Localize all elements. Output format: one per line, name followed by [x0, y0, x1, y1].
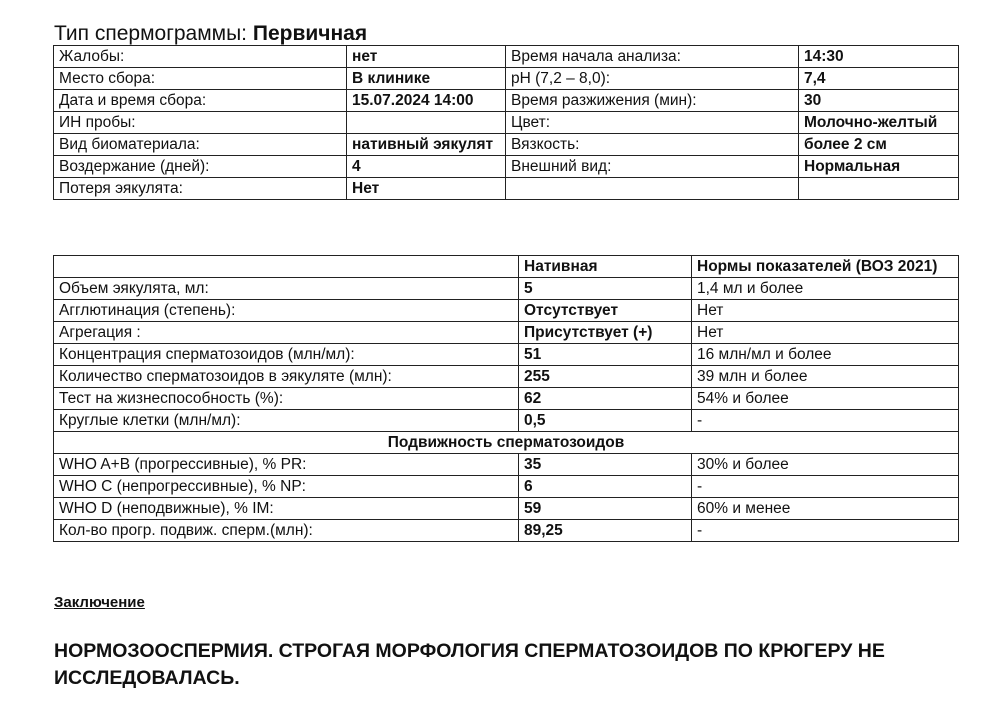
info-label: Внешний вид: — [506, 156, 799, 178]
param-norm: Нет — [692, 300, 959, 322]
table-row — [54, 300, 959, 322]
table-row — [54, 388, 959, 410]
conclusion-label: Заключение — [54, 594, 145, 611]
info-value: нативный эякулят — [347, 134, 506, 156]
param-norm: - — [692, 410, 959, 432]
info-label: ИН пробы: — [54, 112, 347, 134]
page-title — [54, 21, 367, 47]
table-row — [54, 278, 959, 300]
info-label: Время разжижения (мин): — [506, 90, 799, 112]
info-label: Цвет: — [506, 112, 799, 134]
param-value: 51 — [519, 344, 692, 366]
title-value: Первичная — [252, 22, 368, 45]
table-row — [54, 344, 959, 366]
param-label: Тест на жизнеспособность (%): — [54, 388, 519, 410]
param-norm: 60% и менее — [692, 498, 959, 520]
param-label: WHO A+B (прогрессивные), % PR: — [54, 454, 519, 476]
info-label: Дата и время сбора: — [54, 90, 347, 112]
param-label: WHO D (неподвижные), % IM: — [54, 498, 519, 520]
param-norm: 54% и более — [692, 388, 959, 410]
param-value: 89,25 — [519, 520, 692, 542]
param-value: Отсутствует — [519, 300, 692, 322]
native-column-header: Нативная — [519, 256, 692, 278]
info-value: более 2 см — [799, 134, 959, 156]
norms-column-header: Нормы показателей (ВОЗ 2021) — [692, 256, 959, 278]
info-value: Молочно-желтый — [799, 112, 959, 134]
info-label: pH (7,2 – 8,0): — [506, 68, 799, 90]
info-label: Воздержание (дней): — [54, 156, 347, 178]
param-value: 255 — [519, 366, 692, 388]
table-row — [54, 46, 959, 68]
title-prefix: Тип спермограммы: — [54, 22, 248, 45]
info-value: 30 — [799, 90, 959, 112]
info-value: нет — [347, 46, 506, 68]
param-label: WHO C (непрогрессивные), % NP: — [54, 476, 519, 498]
info-label: Вид биоматериала: — [54, 134, 347, 156]
table-header-row — [54, 256, 959, 278]
param-norm: - — [692, 520, 959, 542]
table-row — [54, 498, 959, 520]
param-norm: 39 млн и более — [692, 366, 959, 388]
table-row — [54, 68, 959, 90]
info-value: 4 — [347, 156, 506, 178]
info-value: 15.07.2024 14:00 — [347, 90, 506, 112]
param-label: Агглютинация (степень): — [54, 300, 519, 322]
info-label: Место сбора: — [54, 68, 347, 90]
param-value: Присутствует (+) — [519, 322, 692, 344]
info-value: 7,4 — [799, 68, 959, 90]
sample-info-table — [53, 45, 959, 200]
table-row — [54, 112, 959, 134]
motility-section-row — [54, 432, 959, 454]
info-label: Время начала анализа: — [506, 46, 799, 68]
info-value: Нет — [347, 178, 506, 200]
info-label: Потеря эякулята: — [54, 178, 347, 200]
conclusion-text: НОРМОЗООСПЕРМИЯ. СТРОГАЯ МОРФОЛОГИЯ СПЕРМАТОЗОИДОВ ПО КРЮГЕРУ НЕ ИССЛЕДОВАЛАСЬ. — [54, 640, 885, 689]
info-label — [506, 178, 799, 200]
param-label: Количество сперматозоидов в эякуляте (млн): — [54, 366, 519, 388]
table-row — [54, 410, 959, 432]
param-norm: 30% и более — [692, 454, 959, 476]
table-row — [54, 322, 959, 344]
info-value — [799, 178, 959, 200]
param-label: Круглые клетки (млн/мл): — [54, 410, 519, 432]
param-value: 35 — [519, 454, 692, 476]
info-value — [347, 112, 506, 134]
table-row — [54, 454, 959, 476]
param-value: 0,5 — [519, 410, 692, 432]
semen-analysis-table — [53, 255, 959, 542]
table-row — [54, 134, 959, 156]
param-label: Объем эякулята, мл: — [54, 278, 519, 300]
param-norm: - — [692, 476, 959, 498]
param-label: Агрегация : — [54, 322, 519, 344]
param-value: 62 — [519, 388, 692, 410]
table-row — [54, 178, 959, 200]
param-header-cell — [54, 256, 519, 278]
info-value: 14:30 — [799, 46, 959, 68]
table-row — [54, 156, 959, 178]
info-value: В клинике — [347, 68, 506, 90]
param-norm: 1,4 мл и более — [692, 278, 959, 300]
table-row — [54, 90, 959, 112]
info-value: Нормальная — [799, 156, 959, 178]
table-row — [54, 366, 959, 388]
param-label: Концентрация сперматозоидов (млн/мл): — [54, 344, 519, 366]
table-row — [54, 476, 959, 498]
param-value: 59 — [519, 498, 692, 520]
info-label: Вязкость: — [506, 134, 799, 156]
param-norm: 16 млн/мл и более — [692, 344, 959, 366]
info-label: Жалобы: — [54, 46, 347, 68]
table-row — [54, 520, 959, 542]
param-label: Кол-во прогр. подвиж. сперм.(млн): — [54, 520, 519, 542]
param-norm: Нет — [692, 322, 959, 344]
param-value: 6 — [519, 476, 692, 498]
param-value: 5 — [519, 278, 692, 300]
motility-heading: Подвижность сперматозоидов — [54, 432, 959, 454]
